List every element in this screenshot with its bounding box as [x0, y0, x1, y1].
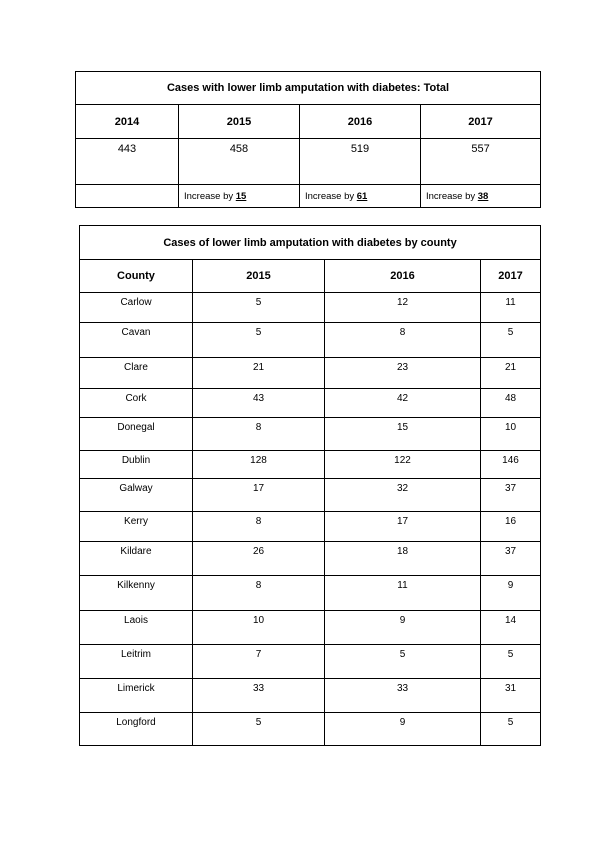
table-row: [80, 323, 541, 358]
table-row: [80, 293, 541, 323]
table-row: [80, 512, 541, 542]
county-name-cell: Donegal: [80, 418, 193, 451]
count-cell: 12: [325, 293, 481, 323]
total-value: 519: [300, 139, 421, 185]
count-cell: 5: [481, 713, 541, 746]
county-cases-table: [79, 225, 541, 746]
count-cell: 5: [481, 645, 541, 679]
column-header: 2015: [193, 260, 325, 293]
count-cell: 31: [481, 679, 541, 713]
increase-value: 38: [477, 190, 489, 202]
county-name-cell: Kildare: [80, 542, 193, 576]
year-header-row: [76, 105, 541, 139]
column-header: 2016: [325, 260, 481, 293]
count-cell: 5: [325, 645, 481, 679]
total-values-row: [76, 139, 541, 185]
total-value: 458: [179, 139, 300, 185]
table-row: [80, 389, 541, 418]
total-value: 443: [76, 139, 179, 185]
count-cell: 122: [325, 451, 481, 479]
count-cell: 11: [325, 576, 481, 611]
county-name-cell: Dublin: [80, 451, 193, 479]
increase-cell: [421, 185, 541, 208]
table-row: [80, 479, 541, 512]
count-cell: 33: [193, 679, 325, 713]
county-name-cell: Laois: [80, 611, 193, 645]
count-cell: 17: [325, 512, 481, 542]
table-row: [80, 645, 541, 679]
count-cell: 48: [481, 389, 541, 418]
count-cell: 42: [325, 389, 481, 418]
count-cell: 8: [193, 576, 325, 611]
count-cell: 128: [193, 451, 325, 479]
county-header-row: [80, 260, 541, 293]
county-name-cell: Cork: [80, 389, 193, 418]
table-row: [80, 576, 541, 611]
column-header: County: [80, 260, 193, 293]
increase-value: 15: [235, 190, 247, 202]
count-cell: 8: [193, 512, 325, 542]
table-row: [80, 358, 541, 389]
county-name-cell: Longford: [80, 713, 193, 746]
table-row: [80, 451, 541, 479]
county-name-cell: Kilkenny: [80, 576, 193, 611]
count-cell: 23: [325, 358, 481, 389]
count-cell: 7: [193, 645, 325, 679]
column-header: 2017: [481, 260, 541, 293]
county-name-cell: Limerick: [80, 679, 193, 713]
count-cell: 8: [193, 418, 325, 451]
count-cell: 5: [193, 323, 325, 358]
increase-cell: [179, 185, 300, 208]
count-cell: 9: [481, 576, 541, 611]
increase-prefix: Increase by: [305, 190, 355, 202]
count-cell: 15: [325, 418, 481, 451]
increase-cell-empty: [76, 185, 179, 208]
count-cell: 37: [481, 542, 541, 576]
count-cell: 33: [325, 679, 481, 713]
county-name-cell: Leitrim: [80, 645, 193, 679]
count-cell: 9: [325, 611, 481, 645]
increase-value: 61: [356, 190, 368, 202]
count-cell: 18: [325, 542, 481, 576]
count-cell: 9: [325, 713, 481, 746]
total-value: 557: [421, 139, 541, 185]
count-cell: 5: [481, 323, 541, 358]
year-header: 2017: [421, 105, 541, 139]
year-header: 2014: [76, 105, 179, 139]
total-cases-table: [75, 71, 541, 208]
increase-prefix: Increase by: [184, 190, 234, 202]
count-cell: 8: [325, 323, 481, 358]
count-cell: 17: [193, 479, 325, 512]
count-cell: 21: [481, 358, 541, 389]
table-row: [80, 611, 541, 645]
count-cell: 5: [193, 713, 325, 746]
county-name-cell: Galway: [80, 479, 193, 512]
count-cell: 16: [481, 512, 541, 542]
count-cell: 14: [481, 611, 541, 645]
county-name-cell: Cavan: [80, 323, 193, 358]
total-table-title: Cases with lower limb amputation with diabetes: Total: [76, 72, 541, 105]
table-row: [80, 418, 541, 451]
table-row: [80, 542, 541, 576]
count-cell: 5: [193, 293, 325, 323]
county-name-cell: Carlow: [80, 293, 193, 323]
count-cell: 37: [481, 479, 541, 512]
count-cell: 10: [193, 611, 325, 645]
table-row: [80, 679, 541, 713]
count-cell: 10: [481, 418, 541, 451]
count-cell: 11: [481, 293, 541, 323]
county-name-cell: Clare: [80, 358, 193, 389]
year-header: 2015: [179, 105, 300, 139]
table-row: [80, 713, 541, 746]
count-cell: 26: [193, 542, 325, 576]
increase-cell: [300, 185, 421, 208]
count-cell: 21: [193, 358, 325, 389]
increase-row: [76, 185, 541, 208]
increase-prefix: Increase by: [426, 190, 476, 202]
count-cell: 32: [325, 479, 481, 512]
count-cell: 146: [481, 451, 541, 479]
count-cell: 43: [193, 389, 325, 418]
county-name-cell: Kerry: [80, 512, 193, 542]
year-header: 2016: [300, 105, 421, 139]
county-table-title: Cases of lower limb amputation with diabetes by county: [80, 226, 541, 260]
